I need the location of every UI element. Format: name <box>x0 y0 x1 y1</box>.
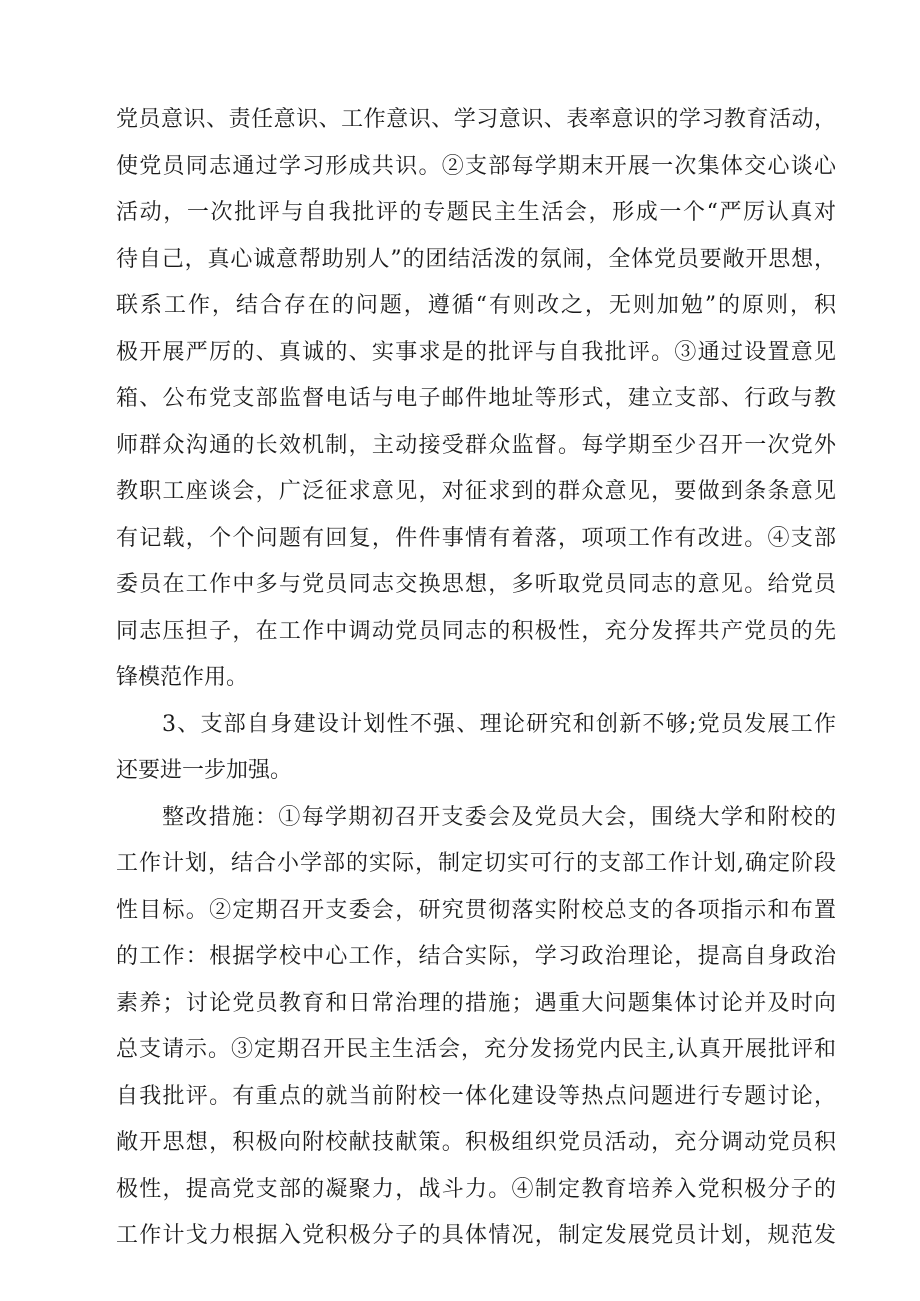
text-line: 工作计划，结合小学部的实际，制定切实可行的支部工作计划,确定阶段 <box>116 851 836 876</box>
text-line: 箱、公布党支部监督电话与电子邮件地址等形式，建立支部、行政与教 <box>116 386 836 411</box>
text-line: 待自己，真心诚意帮助别人”的团结活泼的氛闹，全体党员要敞开思想， <box>116 246 836 272</box>
text-line: 极性，提高党支部的凝聚力，战斗力。④制定教育培养入党积极分子的 <box>116 1176 836 1202</box>
text-line: 自我批评。有重点的就当前附校一体化建设等热点问题进行专题讨论， <box>116 1083 836 1109</box>
text-line: 师群众沟通的长效机制，主动接受群众监督。每学期至少召开一次党外 <box>116 432 836 458</box>
text-line: 敞开思想，积极向附校献技献策。积极组织党员活动，充分调动党员积 <box>116 1130 836 1155</box>
text-line: 性目标。②定期召开支委会，研究贯彻落实附校总支的各项指示和布置 <box>116 897 836 923</box>
text-line: 党员意识、责任意识、工作意识、学习意识、表率意识的学习教育活动， <box>116 107 836 132</box>
paragraph-end-line: 还要进一步加强。 <box>116 758 293 783</box>
text-line: 活动，一次批评与自我批评的专题民主生活会，形成一个“严厉认真对 <box>116 200 836 225</box>
text-line: 的工作：根据学校中心工作，结合实际，学习政治理论，提高自身政治 <box>116 944 836 969</box>
text-line: 教职工座谈会，广泛征求意见，对征求到的群众意见，要做到条条意见 <box>116 479 836 504</box>
text-line: 有记载，个个问题有回复，件件事情有着落，项项工作有改进。④支部 <box>116 525 836 551</box>
text-line: 使党员同志通过学习形成共识。②支部每学期末开展一次集体交心谈心 <box>116 153 836 179</box>
measures-intro-line: 整改措施：①每学期初召开支委会及党员大会，围绕大学和附校的 <box>162 804 836 830</box>
section-heading-line: 3、支部自身建设计划性不强、理论研究和创新不够;党员发展工作 <box>162 711 836 737</box>
text-line: 同志压担子，在工作中调动党员同志的积极性，充分发挥共产党员的先 <box>116 618 836 644</box>
text-line: 素养；讨论党员教育和日常治理的措施；遇重大问题集体讨论并及时向 <box>116 990 836 1016</box>
paragraph-end-line: 锋模范作用。 <box>116 665 249 690</box>
text-line: 委员在工作中多与党员同志交换思想，多听取党员同志的意见。给党员 <box>116 572 836 597</box>
text-line: 总支请示。③定期召开民主生活会，充分发扬党内民主,认真开展批评和 <box>116 1037 836 1062</box>
text-line: 联系工作，结合存在的问题，遵循“有则改之，无则加勉”的原则，积 <box>116 293 836 318</box>
text-line: 极开展严厉的、真诚的、实事求是的批评与自我批评。③通过设置意见 <box>116 339 836 365</box>
text-line: 工作计戈力根据入党积极分子的具体情况，制定发展党员计划，规范发 <box>116 1223 836 1248</box>
body-text <box>116 97 836 1260</box>
